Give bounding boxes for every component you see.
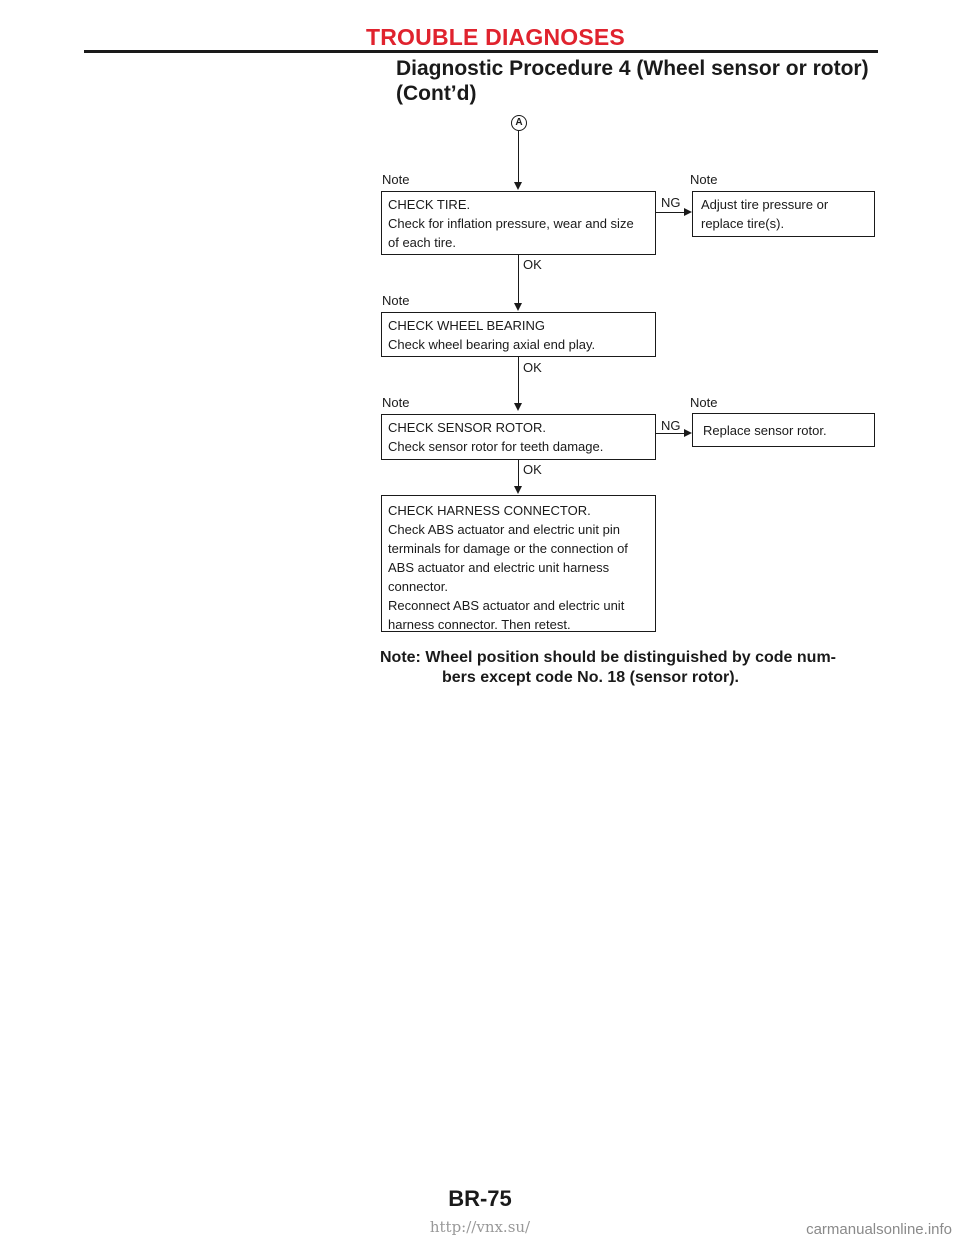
ok-label: OK (523, 360, 542, 375)
flow-line (656, 212, 686, 213)
ok-label: OK (523, 462, 542, 477)
step-check-sensor-rotor: CHECK SENSOR ROTOR. Check sensor rotor for teeth damage. (381, 414, 656, 460)
arrow-right-icon (684, 429, 692, 437)
ng-label: NG (661, 418, 681, 433)
source-url-link[interactable]: http://vnx.su/ (429, 1218, 531, 1236)
arrow-down-icon (514, 303, 522, 311)
page-title-line-1: Diagnostic Procedure 4 (Wheel sensor or rotor) (396, 57, 869, 80)
note-label: Note (382, 172, 410, 187)
flow-line (518, 131, 519, 182)
note-label: Note (690, 172, 718, 187)
flow-line (518, 357, 519, 403)
footer-note-line-2: bers except code No. 18 (sensor rotor). (442, 669, 739, 686)
step-check-wheel-bearing: CHECK WHEEL BEARING Check wheel bearing axial end play. (381, 312, 656, 357)
step-check-harness-connector: CHECK HARNESS CONNECTOR. Check ABS actuator and electric unit pin terminals for damage or the connection of ABS actuator and electric unit harness connector. Reconnect ABS actuator and electric unit harness connector. Then retest. (381, 495, 656, 632)
section-title: TROUBLE DIAGNOSES (366, 24, 625, 50)
flow-line (518, 255, 519, 303)
note-label: Note (690, 395, 718, 410)
arrow-right-icon (684, 208, 692, 216)
connector-a-icon: A (511, 115, 527, 131)
footer-note (380, 648, 880, 688)
arrow-down-icon (514, 182, 522, 190)
page-number: BR-75 (448, 1186, 512, 1211)
header-rule (84, 50, 878, 53)
arrow-down-icon (514, 486, 522, 494)
step-check-tire: CHECK TIRE. Check for inflation pressure, wear and size of each tire. (381, 191, 656, 255)
note-label: Note (382, 395, 410, 410)
ng-label: NG (661, 195, 681, 210)
action-adjust-tire: Adjust tire pressure or replace tire(s). (692, 191, 875, 237)
flow-line (656, 433, 686, 434)
note-label: Note (382, 293, 410, 308)
ok-label: OK (523, 257, 542, 272)
arrow-down-icon (514, 403, 522, 411)
page-title (396, 56, 896, 106)
action-replace-sensor-rotor: Replace sensor rotor. (692, 413, 875, 447)
flow-line (518, 460, 519, 486)
footer-note-line-1: Note: Wheel position should be distinguished by code num- (380, 649, 836, 666)
watermark: carmanualsonline.info (806, 1221, 952, 1238)
page-title-line-2: (Cont’d) (396, 82, 477, 105)
